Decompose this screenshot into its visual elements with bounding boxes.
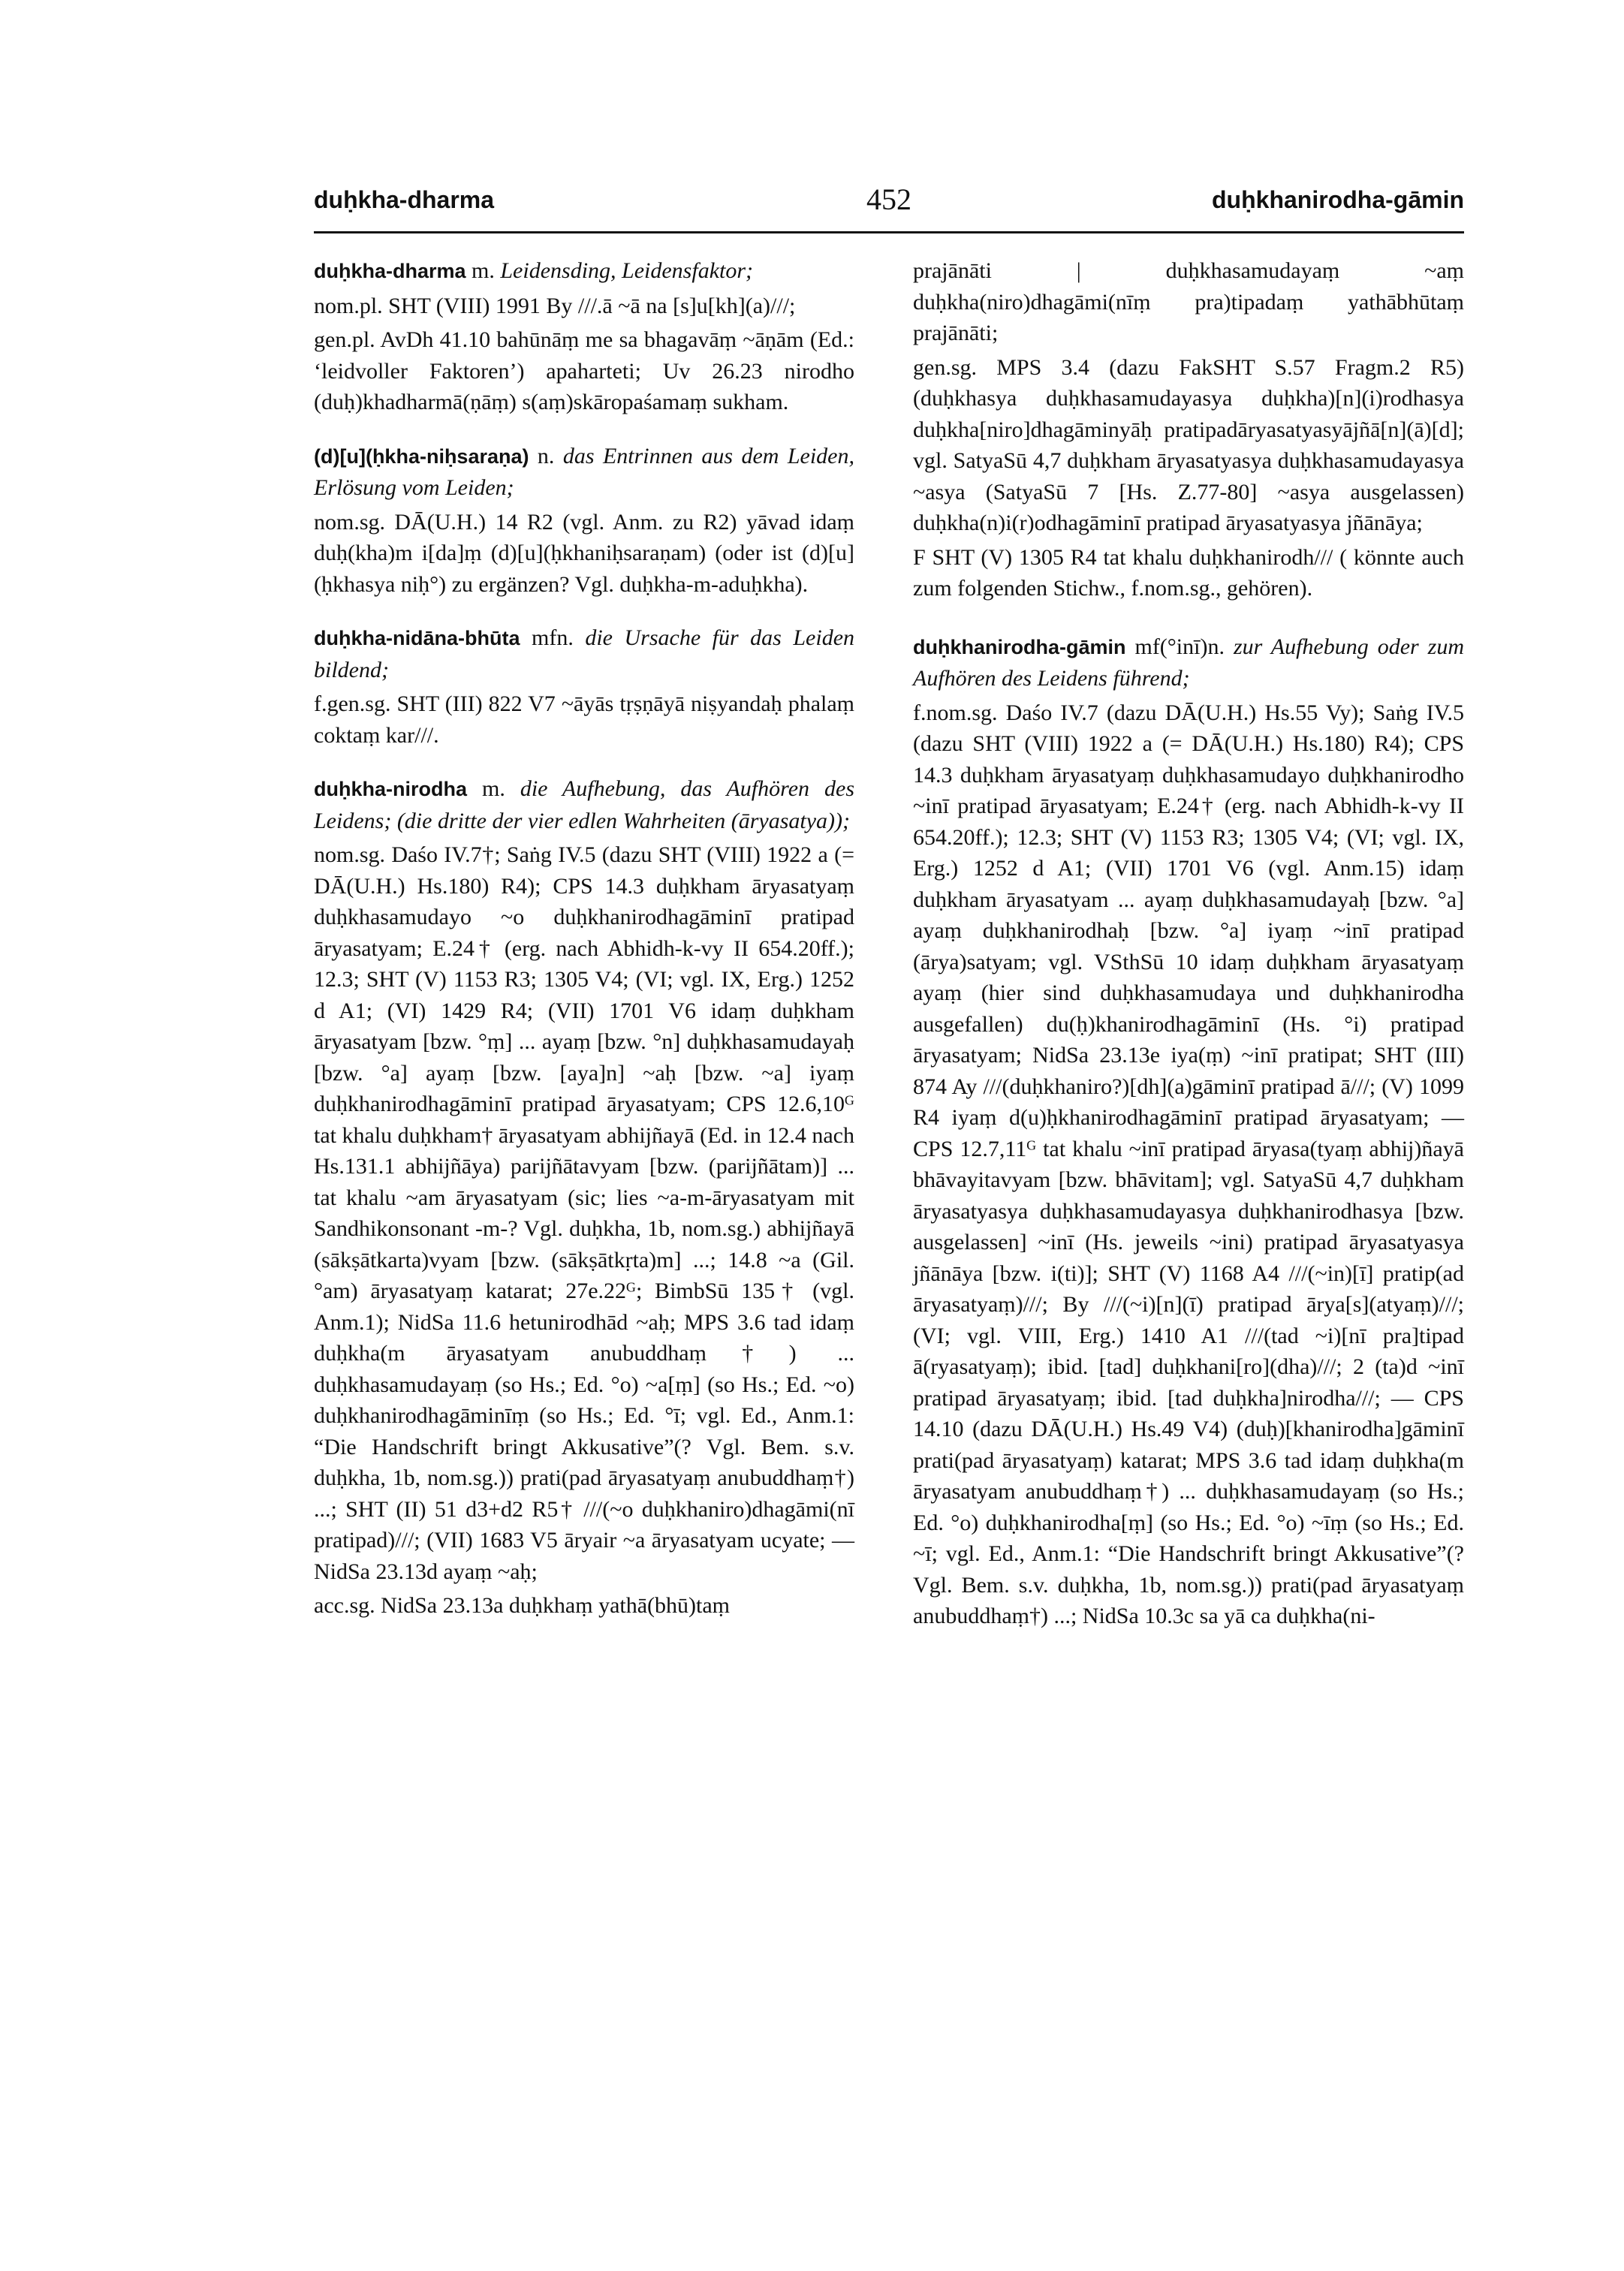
left-column — [314, 255, 854, 1644]
entry-heading — [314, 773, 854, 836]
citation-paragraph: acc.sg. NidSa 23.13a duḥkhaṃ yathā(bhū)taṃ — [314, 1593, 731, 1618]
entry-continuation — [913, 255, 1464, 604]
dictionary-entry — [314, 255, 854, 418]
dictionary-entry — [913, 631, 1464, 1632]
page-number: 452 — [866, 182, 911, 216]
citation-paragraph: f.nom.sg. Daśo IV.7 (dazu DĀ(U.H.) Hs.55 Vy); Saṅg IV.5 (dazu SHT (VIII) 1922 a (= DĀ(U.H.) Hs.180) R4); CPS 14.3 duḥkham āryasatyaṃ duḥkhasamudayo duḥkhanirodho ~inī pratipad āryasatyam; E.24† (erg. nach Abhidh-k-vy II 654.20ff.); 12.3; SHT (V) 1153 R3; 1305 V4; (VI; vgl. IX, Erg.) 1252 d A1; (VII) 1701 V6 (vgl. Anm.15) idaṃ duḥkham āryasatyam ... ayaṃ duḥkhasamudayaḥ [bzw. °a] ayaṃ duḥkhanirodhaḥ [bzw. °a] iyaṃ ~inī pratipad (ārya)satyam; vgl. VSthSū 10 idaṃ duḥkham āryasatyaṃ ayaṃ (hier sind duḥkhasamudaya und duḥkhanirodha ausgefallen) du(ḥ)khanirodhagāminī (Hs. °i) pratipad āryasatyam; NidSa 23.13e iya(ṃ) ~inī pratipat; SHT (III) 874 Ay ///(duḥkhaniro?)[dh](a)gāminī pratipad ā///; (V) 1099 R4 iyaṃ d(u)ḥkhanirodhagāminī pratipad āryasatyam; — CPS 12.7,11ᴳ tat khalu ~inī pratipad āryasa(tyaṃ abhij)ñayā bhāvayitavyam [bzw. bhāvitam]; vgl. SatyaSū 4,7 duḥkham āryasatyasya duḥkhasamudayasya duḥkhanirodhasya [bzw. ausgelassen] ~inī (Hs. jeweils ~ini) pratipad āryasatyasya jñānāya [bzw. i(ti)]; SHT (V) 1168 A4 ///(~in)[ī] pratip(ad āryasatyaṃ)///; By ///(~i)[n](ī) pratipad ārya[s](atyaṃ)///; (VI; vgl. VIII, Erg.) 1410 A1 ///(tad ~i)[nī pra]tipad ā(ryasatyaṃ); ibid. [tad] duḥkhani[ro](dha)///; 2 (ta)d ~inī pratipad āryasatyaṃ; ibid. [tad duḥkha]nirodha///; — CPS 14.10 (dazu DĀ(U.H.) Hs.49 V4) (duḥ)[khanirodha]gāminī prati(pad āryasatyaṃ) katarat; MPS 3.6 tad idaṃ duḥkha(m āryasatyam anubuddhaṃ†) ... duḥkhasamudayaṃ (so Hs.; Ed. °o) duḥkhanirodha[ṃ] (so Hs.; Ed. °o) ~īṃ (so Hs.; Ed. ~ī; vgl. Ed., Anm.1: “Die Handschrift bringt Akkusative”(? Vgl. Bem. s.v. duḥkha, 1b, nom.sg.)) prati(pad āryasatyaṃ anubuddhaṃ†) ...; NidSa 10.3c sa yā ca duḥkha(ni- — [913, 700, 1464, 1628]
running-head-left: duḥkha-dharma — [314, 186, 495, 213]
entry-heading — [913, 631, 1464, 694]
entry-heading — [314, 622, 854, 685]
header-rule — [314, 231, 1464, 233]
dictionary-entry — [314, 622, 854, 751]
entry-heading — [314, 255, 854, 288]
running-head-right: duḥkhanirodha-gāmin — [1212, 186, 1464, 213]
citation-paragraph: F SHT (V) 1305 R4 tat khalu duḥkhanirodh/// ( könnte auch zum folgenden Stichw., f.nom.sg., gehören). — [913, 544, 1464, 601]
right-column — [913, 255, 1464, 1655]
grammar: n. — [537, 443, 555, 468]
citation-paragraph: nom.sg. Daśo IV.7†; Saṅg IV.5 (dazu SHT (VIII) 1922 a (= DĀ(U.H.) Hs.180) R4); CPS 14.3 duḥkham āryasatyaṃ duḥkhasamudayo ~o duḥkhanirodhagāminī pratipad āryasatyam; E.24† (erg. nach Abhidh-k-vy II 654.20ff.); 12.3; SHT (V) 1153 R3; 1305 V4; (VI; vgl. IX, Erg.) 1252 d A1; (VI) 1429 R4; (VII) 1701 V6 idaṃ duḥkham āryasatyam [bzw. °ṃ] ... ayaṃ [bzw. °n] duḥkhasamudayaḥ [bzw. °a] ayaṃ [bzw. [aya]n] ~aḥ [bzw. ~a] iyaṃ duḥkhanirodhagāminī pratipad āryasatyam; CPS 12.6,10ᴳ tat khalu duḥkham† āryasatyam abhijñayā (Ed. in 12.4 nach Hs.131.1 abhijñāya) parijñātavyam [bzw. (parijñātam)] ... tat khalu ~am āryasatyam (sic; lies ~a-m-āryasatyam mit Sandhikonsonant -m-? Vgl. duḥkha, 1b, nom.sg.) abhijñayā (sākṣātkarta)vyam [bzw. (sākṣātkṛta)m] ...; 14.8 ~a (Gil. °am) āryasatyaṃ katarat; 27e.22ᴳ; BimbSū 135† (vgl. Anm.1); NidSa 11.6 hetunirodhād ~aḥ; MPS 3.6 tad idaṃ duḥkha(m āryasatyam anubuddhaṃ†) ... duḥkhasamudayaṃ (so Hs.; Ed. °o) ~a[ṃ] (so Hs.; Ed. ~o) duḥkhanirodhagāminīṃ (so Hs.; Ed. °ī; vgl. Ed., Anm.1: “Die Handschrift bringt Akkusative”(? Vgl. Bem. s.v. duḥkha, 1b, nom.sg.)) prati(pad āryasatyaṃ anubuddhaṃ†) ...; SHT (II) 51 d3+d2 R5† ///(~o duḥkhaniro)dhagāmi(nī pratipad)///; (VII) 1683 V5 āryair ~a āryasatyam ucyate; — NidSa 23.13d ayaṃ ~aḥ; — [314, 842, 854, 1584]
grammar: m. — [472, 258, 495, 283]
page-header — [314, 182, 1464, 224]
citation-paragraph: gen.pl. AvDh 41.10 bahūnāṃ me sa bhagavāṃ ~āṇām (Ed.: ‘leidvoller Faktoren’) apaharteti; Uv 26.23 nirodho (duḥ)khadharmā(ṇāṃ) s(aṃ)skāropaśamaṃ sukham. — [314, 327, 854, 414]
entry-heading — [314, 441, 854, 504]
citation-paragraph: nom.sg. DĀ(U.H.) 14 R2 (vgl. Anm. zu R2) yāvad idaṃ duḥ(kha)m i[da]ṃ (d)[u](ḥkhaniḥsaraṇam) (oder ist (d)[u](ḥkhasya niḥ°) zu ergänzen? Vgl. duḥkha-m-aduḥkha). — [314, 509, 854, 597]
gloss: das Entrinnen aus dem Leiden, Erlösung vom Leiden; — [314, 443, 854, 500]
headword: duḥkha-nirodha — [314, 778, 467, 800]
gloss: Leidensding, Leidensfaktor; — [500, 258, 754, 283]
headword: (d)[u](ḥkha-niḥsaraṇa) — [314, 444, 529, 468]
citation-paragraph: gen.sg. MPS 3.4 (dazu FakSHT S.57 Fragm.2 R5) (duḥkhasya duḥkhasamudayasya duḥkha)[n](i)rodhasya duḥkha[niro]dhagāminyāḥ pratipadāryasatyasyājñā[n](ā)[d]; vgl. SatyaSū 4,7 duḥkham āryasatyasya duḥkhasamudayasya ~asya (SatyaSū 7 [Hs. Z.77-80] ~asya ausgelassen) duḥkha(n)i(r)odhagāminī pratipad āryasatyasya jñānāya; — [913, 354, 1464, 535]
gloss: zur Aufhebung oder zum Aufhören des Leidens führend; — [913, 634, 1465, 691]
dictionary-entry — [314, 441, 854, 601]
headword: duḥkha-dharma — [314, 260, 466, 282]
grammar: mfn. — [532, 625, 574, 650]
dictionary-entry — [314, 773, 854, 1622]
headword: duḥkhanirodha-gāmin — [913, 635, 1126, 658]
grammar: mf(°inī)n. — [1134, 634, 1225, 659]
citation-paragraph: f.gen.sg. SHT (III) 822 V7 ~āyās tṛṣṇāyā niṣyandaḥ phalaṃ coktaṃ kar///. — [314, 691, 854, 748]
headword: duḥkha-nidāna-bhūta — [314, 627, 520, 649]
gloss: die Ursache für das Leiden bildend; — [314, 625, 855, 682]
gloss: die Aufhebung, das Aufhören des Leidens; (die dritte der vier edlen Wahrheiten (āryasatya)); — [314, 776, 854, 833]
citation-paragraph: nom.pl. SHT (VIII) 1991 By ///.ā ~ā na [s]u[kh](a)///; — [314, 293, 796, 318]
citation-paragraph: prajānāti | duḥkhasamudayaṃ ~aṃ duḥkha(niro)dhagāmi(nīṃ pra)tipadaṃ yathābhūtaṃ prajānāti; — [913, 258, 1464, 345]
grammar: m. — [481, 776, 505, 801]
